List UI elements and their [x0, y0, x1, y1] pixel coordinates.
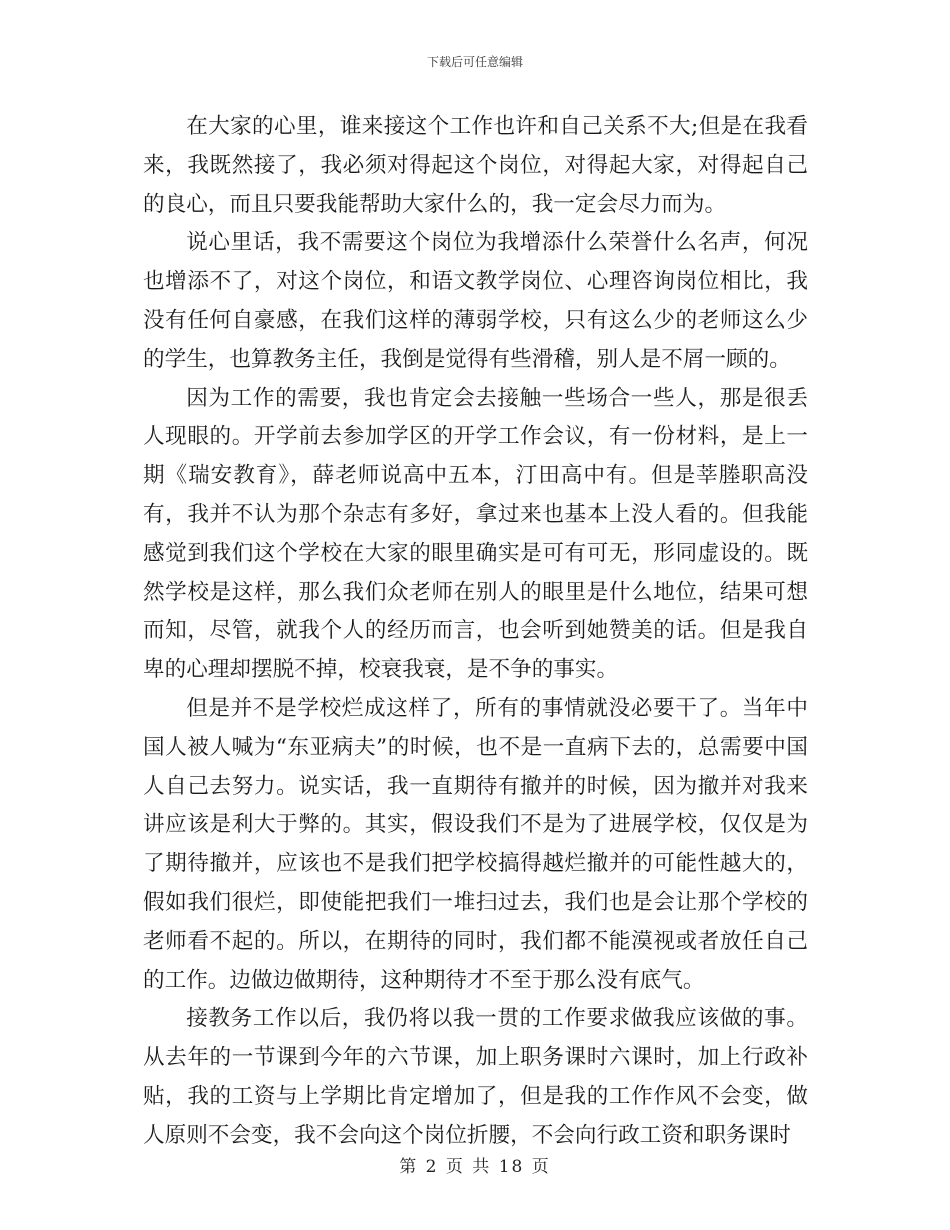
paragraph-3: 因为工作的需要，我也肯定会去接触一些场合一些人，那是很丢人现眼的。开学前去参加学区的开学工作会议，有一份材料，是上一期《瑞安教育》，薛老师说高中五本，汀田高中有。但是莘塍职高没有，我并不认为那个杂志有多好，拿过来也基本上没人看的。但我能感觉到我们这个学校在大家的眼里确实是可有可无，形同虚设的。既然学校是这样，那么我们众老师在别人的眼里是什么地位，结果可想而知，尽管，就我个人的经历而言，也会听到她赞美的话。但是我自卑的心理却摆脱不掉，校衰我衰，是不争的事实。: [143, 385, 808, 683]
document-body: [143, 108, 808, 1156]
paragraph-2: 说心里话，我不需要这个岗位为我增添什么荣誉什么名声，何况也增添不了，对这个岗位，和语文教学岗位、心理咨询岗位相比，我没有任何自豪感，在我们这样的薄弱学校，只有这么少的老师这么少的学生，也算教务主任，我倒是觉得有些滑稽，别人是不屑一顾的。: [143, 230, 808, 372]
paragraph-4: 但是并不是学校烂成这样了，所有的事情就没必要干了。当年中国人被人喊为“东亚病夫”的时候，也不是一直病下去的，总需要中国人自己去努力。说实话，我一直期待有撤并的时候，因为撤并对我来讲应该是利大于弊的。其实，假设我们不是为了进展学校，仅仅是为了期待撤并，应该也不是我们把学校搞得越烂撤并的可能性越大的，假如我们很烂，即使能把我们一堆扫过去，我们也是会让那个学校的老师看不起的。所以，在期待的同时，我们都不能漠视或者放任自己的工作。边做边做期待，这种期待才不至于那么没有底气。: [143, 695, 808, 993]
paragraph-5: 接教务工作以后，我仍将以我一贯的工作要求做我应该做的事。从去年的一节课到今年的六节课，加上职务课时六课时，加上行政补贴，我的工资与上学期比肯定增加了，但是我的工作作风不会变，做人原则不会变，我不会向这个岗位折腰，不会向行政工资和职务课时: [143, 1006, 808, 1148]
paragraph-1: 在大家的心里，谁来接这个工作也许和自己关系不大;但是在我看来，我既然接了，我必须对得起这个岗位，对得起大家，对得起自己的良心，而且只要我能帮助大家什么的，我一定会尽力而为。: [143, 114, 808, 217]
page-header: 下载后可任意编辑: [426, 55, 523, 69]
page-number: 第 2 页 共 18 页: [399, 1157, 551, 1177]
